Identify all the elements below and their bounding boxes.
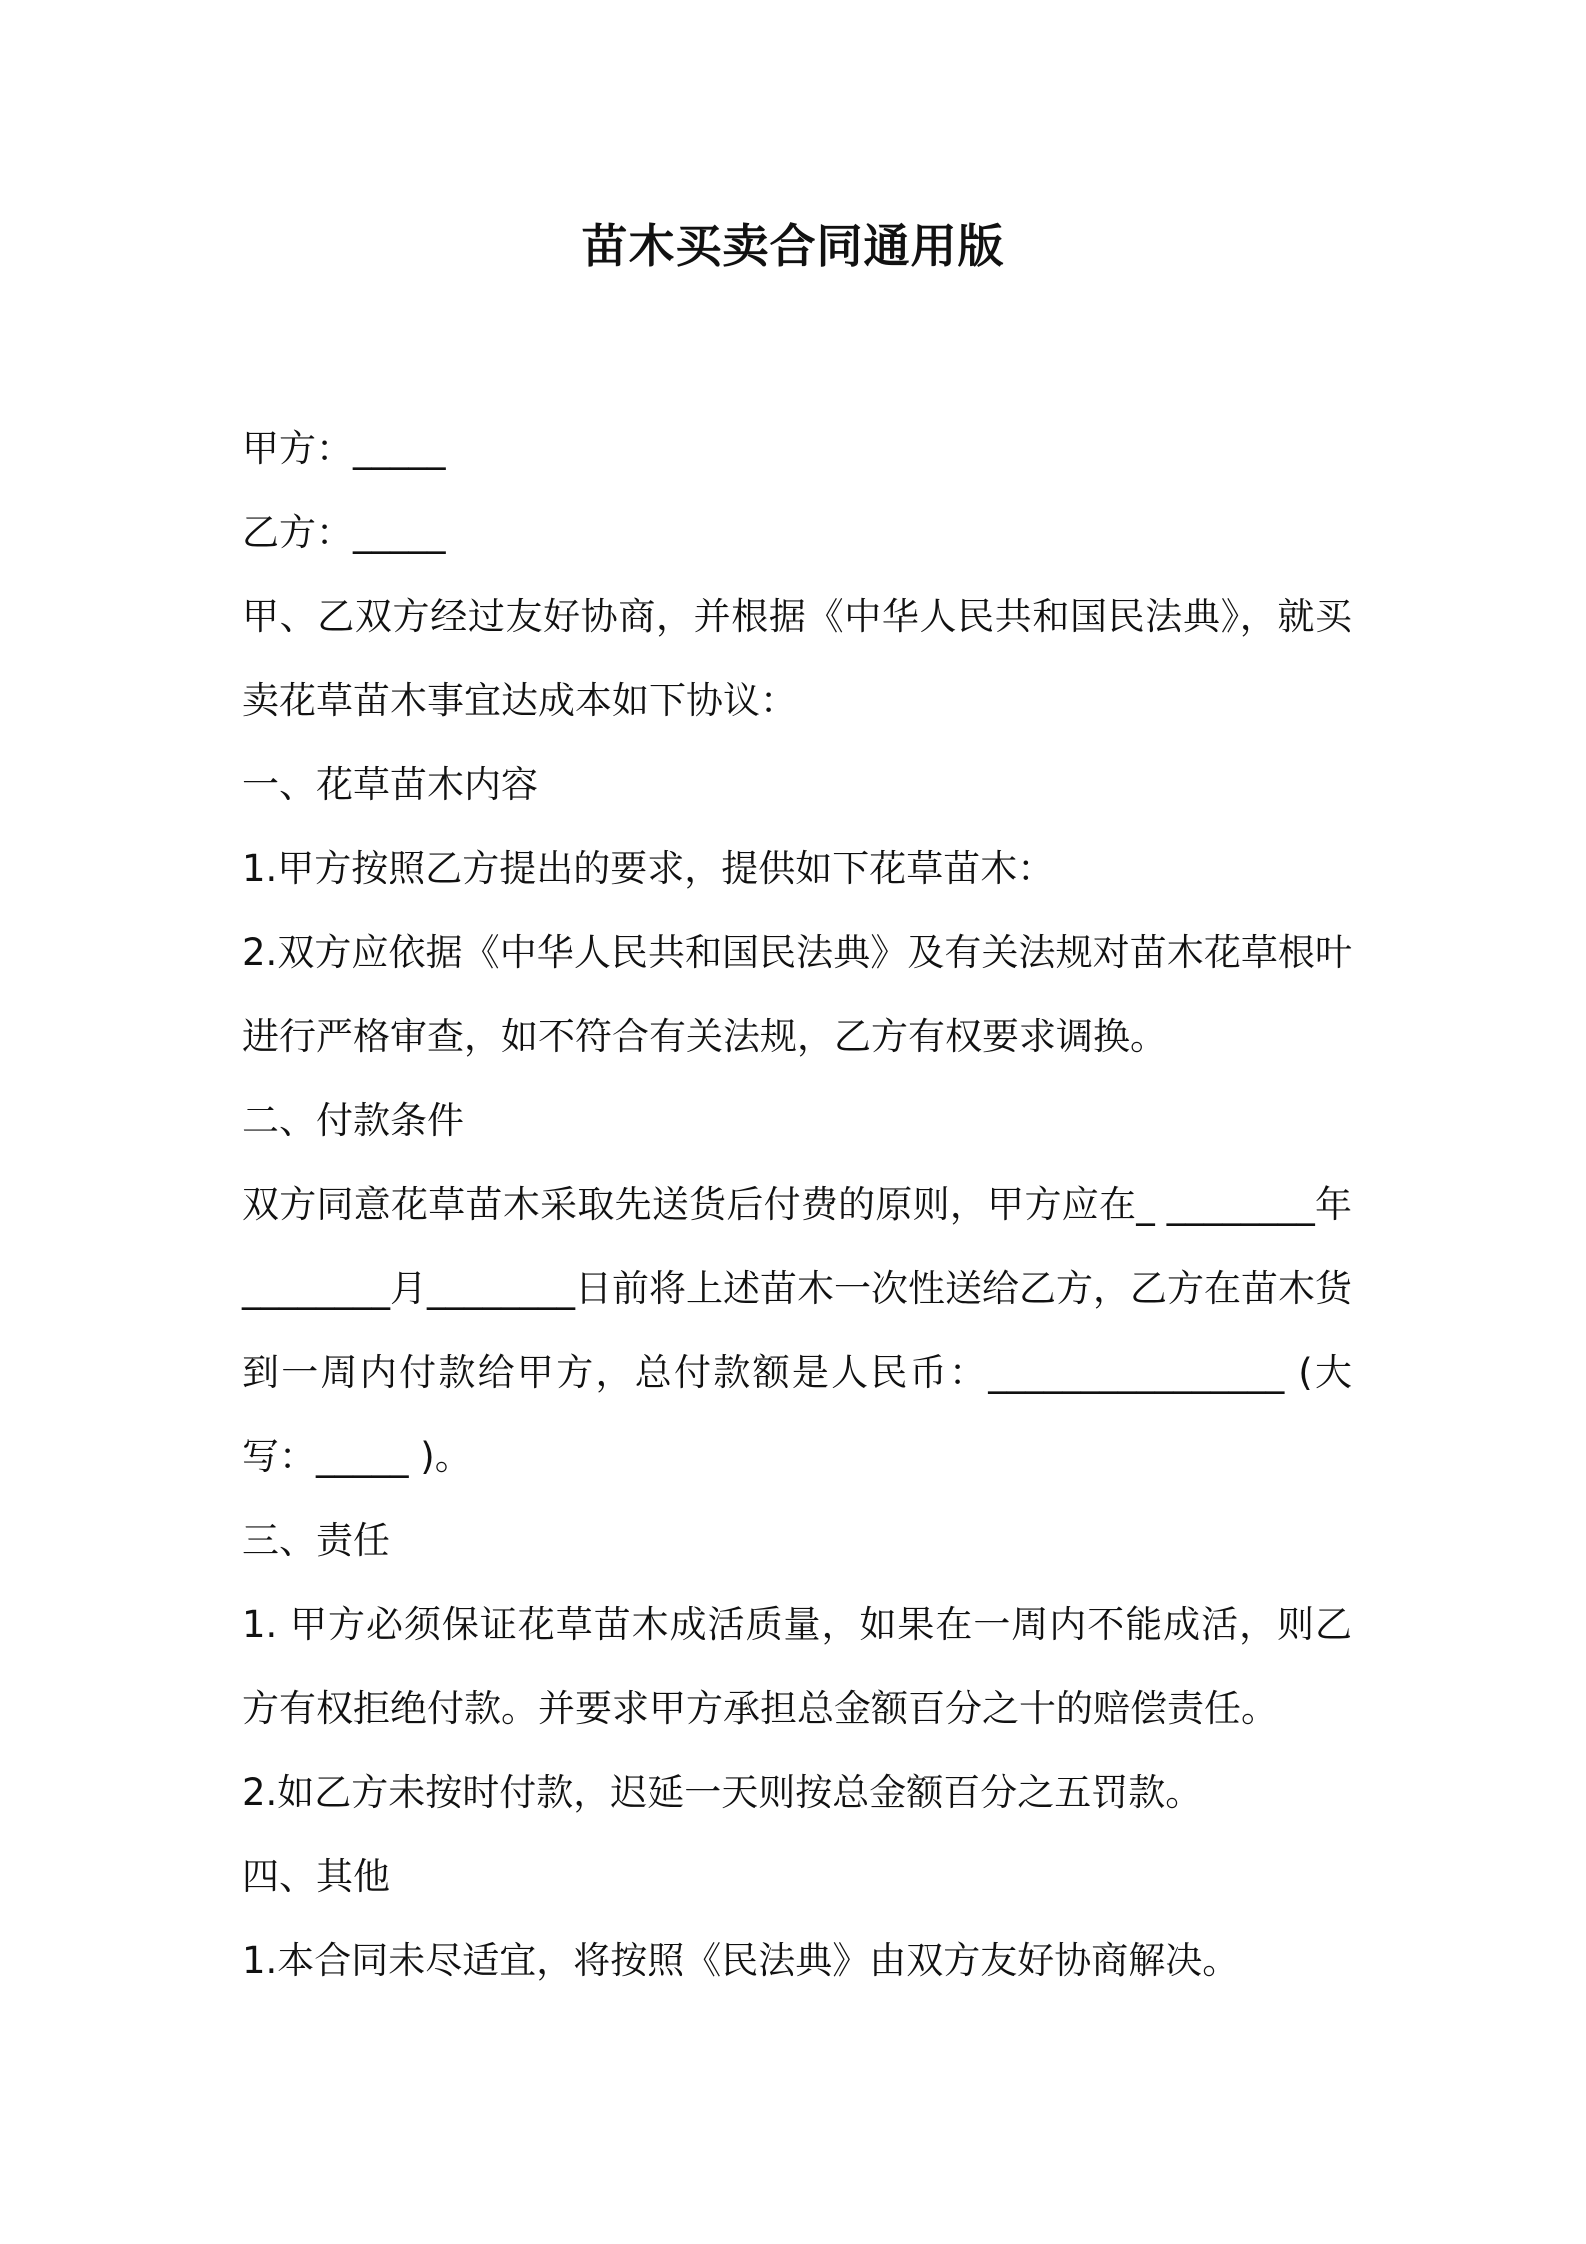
- section-heading-2: 二、付款条件: [242, 1099, 464, 1142]
- clause-3-1: 1. 甲方必须保证花草苗木成活质量，如果在一周内不能成活，则乙方有权拒绝付款。并要求甲方承担总金额百分之十的赔偿责任。: [242, 1603, 1352, 1730]
- party-a-line: 甲方：_____: [242, 427, 446, 470]
- document-title: 苗木买卖合同通用版: [581, 219, 1005, 273]
- section-heading-3: 三、责任: [242, 1519, 390, 1562]
- clause-4-1: 1.本合同未尽适宜，将按照《民法典》由双方友好协商解决。: [242, 1939, 1240, 1982]
- preamble-paragraph: 甲、乙双方经过友好协商，并根据《中华人民共和国民法典》，就买卖花草苗木事宜达成本如下协议：: [242, 595, 1352, 722]
- clause-1-2: 2.双方应依据《中华人民共和国民法典》及有关法规对苗木花草根叶进行严格审查，如不符合有关法规，乙方有权要求调换。: [242, 931, 1352, 1058]
- clause-1-1: 1.甲方按照乙方提出的要求，提供如下花草苗木：: [242, 847, 1055, 890]
- payment-paragraph: 双方同意花草苗木采取先送货后付费的原则，甲方应在_ ________年________月________日前将上述苗木一次性送给乙方，乙方在苗木货到一周内付款给甲方，总付款额是人民币：________________ (大写：_____ )。: [242, 1183, 1352, 1478]
- section-heading-4: 四、其他: [242, 1855, 390, 1898]
- party-b-line: 乙方：_____: [242, 511, 446, 554]
- section-heading-1: 一、花草苗木内容: [242, 763, 538, 806]
- clause-3-2: 2.如乙方未按时付款，迟延一天则按总金额百分之五罚款。: [242, 1771, 1203, 1814]
- document-body: [242, 407, 1352, 2003]
